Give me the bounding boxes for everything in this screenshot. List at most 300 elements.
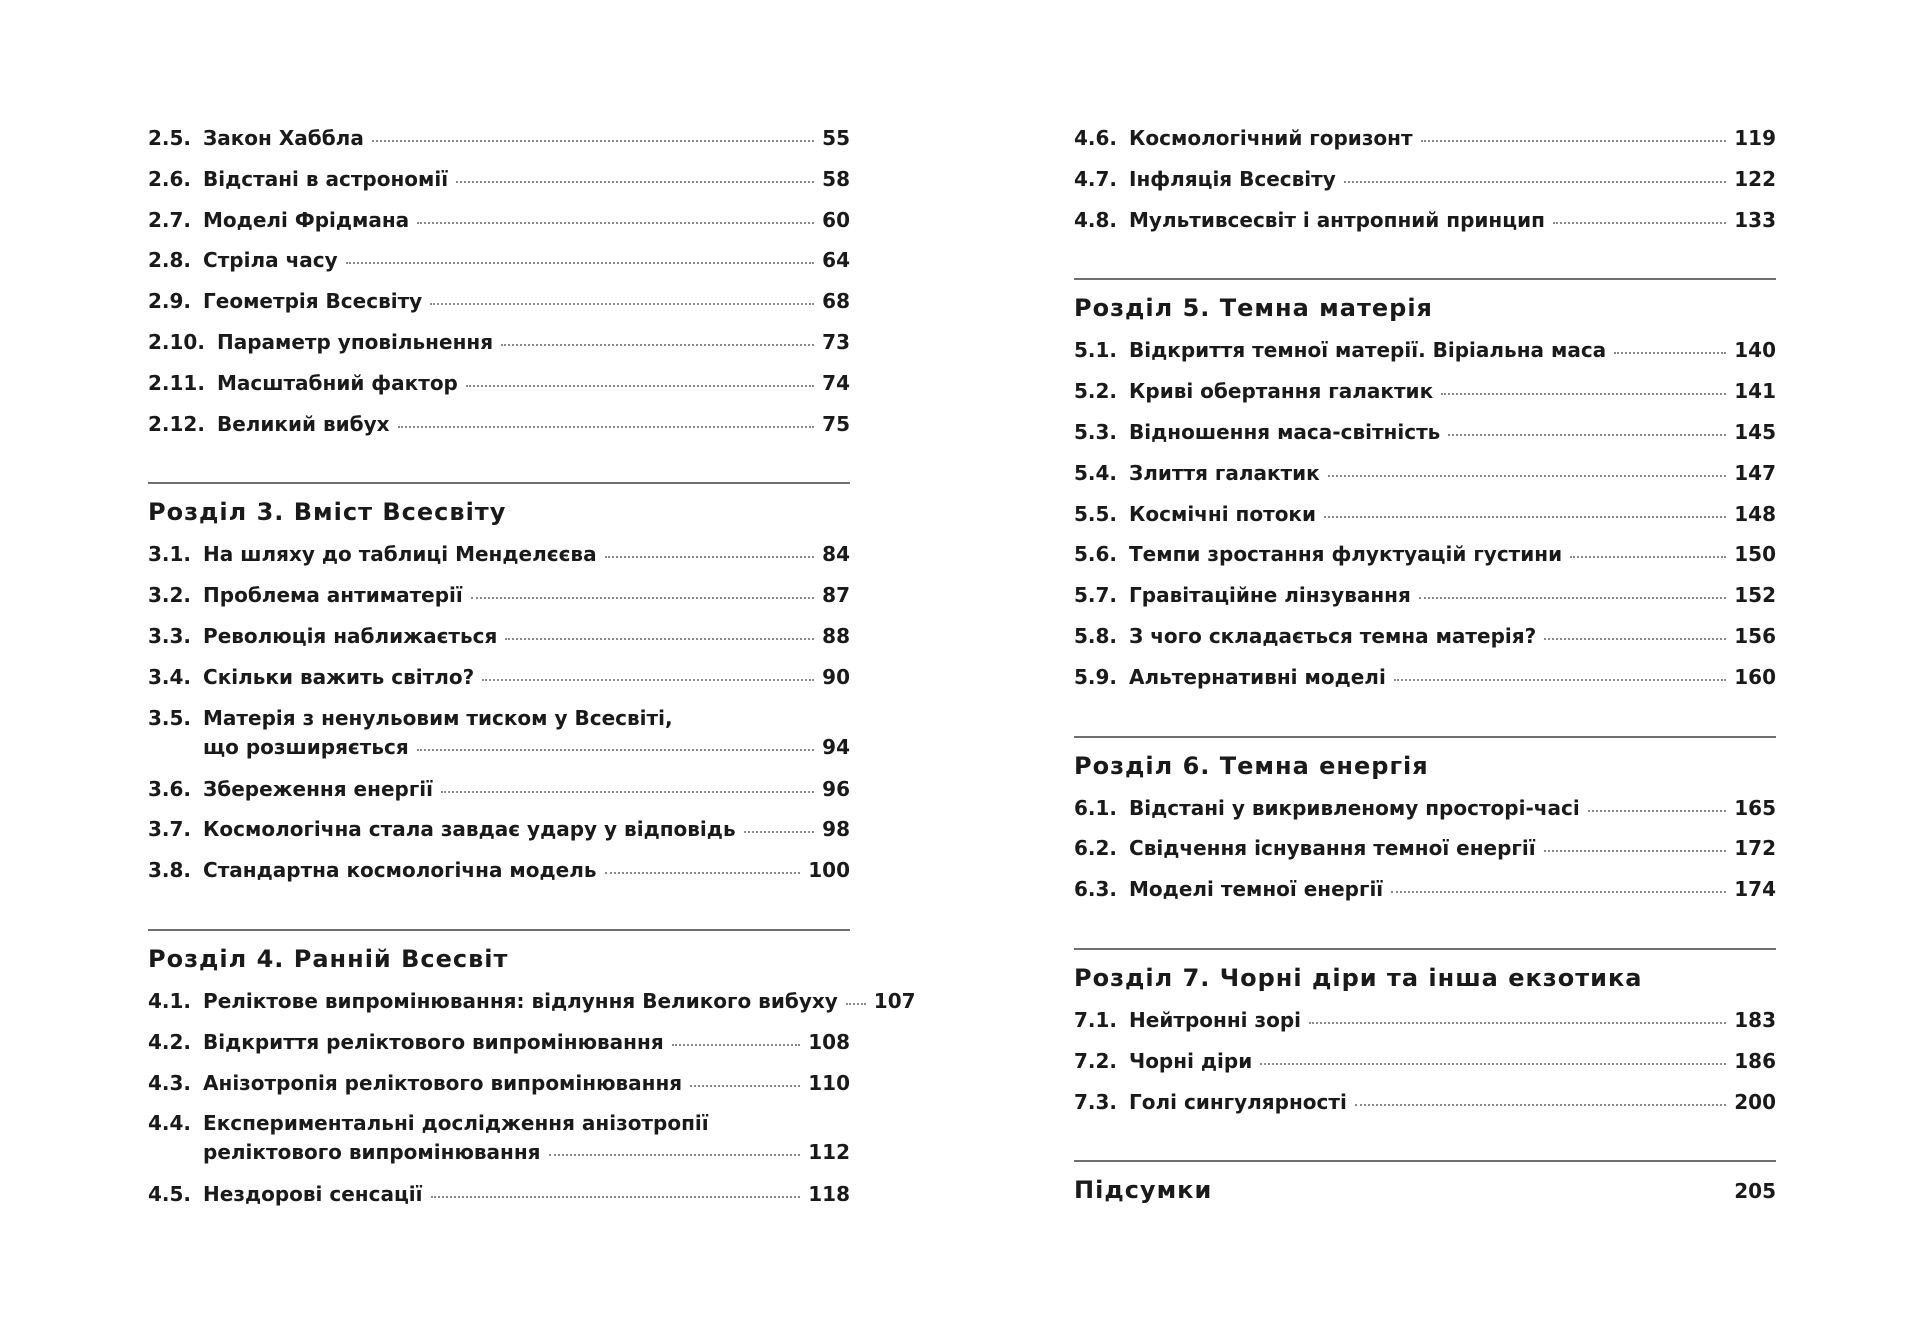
- toc-entry-body: [203, 542, 850, 567]
- dot-leader: [501, 343, 814, 346]
- chapter-heading: [148, 931, 850, 983]
- toc-entry-line: [203, 858, 850, 883]
- toc-entry-title: Матерія з ненульовим тиском у Всесвіті,: [203, 705, 673, 730]
- toc-chapter-4: [148, 929, 916, 1217]
- toc-entry-line: [203, 623, 850, 648]
- toc-entry-number: 2.6.: [148, 166, 192, 191]
- toc-entry-line: [203, 128, 850, 148]
- toc-entry-number: 3.3.: [148, 623, 192, 648]
- toc-section-chapter4: [148, 983, 916, 1217]
- toc-entry: [148, 618, 850, 659]
- toc-entry-body: [1129, 1007, 1776, 1032]
- toc-entry-title: Космологічна стала завдає удару у відповідь: [203, 817, 736, 842]
- toc-entry-line: [1129, 501, 1776, 526]
- toc-entry-line: [203, 988, 916, 1013]
- toc-entry-title: Нездорові сенсації: [203, 1182, 423, 1207]
- toc-entry-body: [216, 411, 850, 436]
- dot-leader: [431, 1195, 801, 1198]
- toc-entry-number: 4.7.: [1074, 166, 1118, 191]
- dot-leader: [1614, 351, 1726, 354]
- dot-leader: [471, 596, 814, 599]
- chapter-title: Розділ 4. Ранній Всесвіт: [148, 944, 509, 973]
- toc-entry-line: [1129, 877, 1776, 902]
- toc-entry-body: [1129, 1089, 1776, 1114]
- toc-entry-page-number: 145: [1734, 419, 1776, 444]
- toc-entry-title: На шляху до таблиці Менделєєва: [203, 542, 597, 567]
- toc-entry-number: 2.8.: [148, 248, 192, 273]
- toc-entry-page-number: 90: [822, 664, 850, 689]
- toc-section-chapter7: [1074, 1002, 1776, 1124]
- toc-entry-page-number: 73: [822, 329, 850, 354]
- toc-section-chapter5: [1074, 332, 1776, 699]
- toc-entry-title: Відстані в астрономії: [203, 166, 449, 191]
- toc-entry-body: [1129, 877, 1776, 902]
- chapter-heading: [1074, 280, 1776, 332]
- toc-entry-body: [1129, 419, 1776, 444]
- toc-entry-number: 2.10.: [148, 329, 205, 354]
- toc-entry: [1074, 496, 1776, 537]
- toc-entry-body: [1129, 583, 1776, 608]
- toc-entry-line: [1129, 460, 1776, 485]
- toc-entry-title: Відкриття реліктового випромінювання: [203, 1029, 664, 1054]
- toc-entry-page-number: 75: [822, 411, 850, 436]
- toc-entry-number: 7.1.: [1074, 1007, 1118, 1032]
- toc-entry: [1074, 202, 1776, 243]
- toc-entry-number: 3.8.: [148, 858, 192, 883]
- toc-entry-line: [1129, 542, 1776, 567]
- toc-entry-line: [203, 289, 850, 314]
- dot-leader: [605, 871, 801, 874]
- toc-entry-page-number: 108: [808, 1029, 850, 1054]
- toc-entry-title: Великий вибух: [216, 411, 390, 436]
- toc-entry-page-number: 119: [1734, 126, 1776, 150]
- toc-entry-line: [1129, 1007, 1776, 1032]
- toc-entry-line: [1129, 207, 1776, 232]
- toc-entry: [1074, 830, 1776, 871]
- dot-leader: [672, 1043, 801, 1046]
- toc-entry-line: [216, 329, 850, 354]
- toc-entry-number: 2.11.: [148, 370, 205, 395]
- chapter-title: Розділ 3. Вміст Всесвіту: [148, 498, 507, 527]
- toc-entry-body: [1129, 207, 1776, 232]
- dot-leader: [1309, 1021, 1726, 1024]
- toc-entry-line: [1129, 1089, 1776, 1114]
- toc-entry-title: Інфляція Всесвіту: [1129, 166, 1336, 191]
- toc-entry: [1074, 373, 1776, 414]
- toc-entry-line: [203, 817, 850, 842]
- toc-entry: [1074, 332, 1776, 373]
- toc-entry-number: 4.6.: [1074, 126, 1118, 150]
- toc-entry: [148, 406, 850, 447]
- toc-entry-title: Реліктове випромінювання: відлуння Великого вибуху: [203, 988, 838, 1013]
- toc-entry-page-number: 186: [1734, 1048, 1776, 1073]
- toc-entry-line: [1129, 836, 1776, 861]
- toc-entry-page-number: 156: [1734, 623, 1776, 648]
- toc-entry-title: Криві обертання галактик: [1129, 379, 1434, 404]
- toc-entry-line: [1129, 1048, 1776, 1073]
- chapter-heading: [1074, 738, 1776, 790]
- toc-entry-page-number: 107: [873, 988, 916, 1013]
- toc-entry: [148, 700, 850, 771]
- toc-entry: [148, 283, 850, 324]
- toc-entry-title: реліктового випромінювання: [203, 1140, 541, 1165]
- toc-entry: [148, 242, 850, 283]
- chapter-title: Розділ 5. Темна матерія: [1074, 294, 1433, 323]
- toc-entry: [148, 161, 850, 202]
- toc-entry-title: Геометрія Всесвіту: [203, 289, 423, 314]
- toc-entry: [1074, 414, 1776, 455]
- toc-entry-number: 2.7.: [148, 207, 192, 232]
- toc-entry-page-number: 148: [1734, 501, 1776, 526]
- toc-chapter-5: [1074, 278, 1776, 699]
- toc-entry-line: [1129, 664, 1776, 689]
- toc-entry-number: 3.4.: [148, 664, 192, 689]
- toc-entry-body: [216, 329, 850, 354]
- toc-entry-body: [1129, 379, 1776, 404]
- dot-leader: [1553, 221, 1726, 224]
- toc-entry-title: Свідчення існування темної енергії: [1129, 836, 1536, 861]
- toc-left-page: [148, 120, 916, 1217]
- toc-entry: [148, 120, 850, 161]
- toc-entry-title: Злиття галактик: [1129, 460, 1320, 485]
- toc-entry-title: З чого складається темна матерія?: [1129, 623, 1537, 648]
- toc-entry-line: [203, 1070, 850, 1095]
- toc-entry-body: [203, 1029, 850, 1054]
- dot-leader: [417, 221, 814, 224]
- toc-entry: [1074, 618, 1776, 659]
- toc-entry-number: 4.3.: [148, 1070, 192, 1095]
- dot-leader: [482, 678, 814, 681]
- dot-leader: [456, 180, 814, 183]
- toc-entry-number: 5.2.: [1074, 379, 1118, 404]
- toc-entry: [148, 202, 850, 243]
- toc-entry-number: 3.7.: [148, 817, 192, 842]
- toc-entry: [148, 1176, 850, 1217]
- toc-entry: [148, 852, 850, 893]
- dot-leader: [549, 1153, 801, 1156]
- toc-section-chapter3: [148, 536, 850, 893]
- summary-title: Підсумки: [1074, 1176, 1213, 1205]
- toc-chapter-3: [148, 482, 850, 893]
- toc-entry-number: 4.1.: [148, 988, 192, 1013]
- toc-entry-number: 5.1.: [1074, 338, 1118, 363]
- toc-entry-body: [216, 370, 850, 395]
- toc-entry: [148, 983, 916, 1024]
- toc-entry-title: Масштабний фактор: [216, 370, 458, 395]
- toc-right-page: [1074, 120, 1776, 1214]
- toc-entry-body: [203, 207, 850, 232]
- dot-leader: [505, 637, 814, 640]
- toc-entry-number: 5.5.: [1074, 501, 1118, 526]
- dot-leader: [744, 830, 815, 833]
- toc-entry-body: [1129, 460, 1776, 485]
- toc-entry-body: [203, 858, 850, 883]
- toc-entry-title: Стандартна космологічна модель: [203, 858, 597, 883]
- toc-entry-page-number: 165: [1734, 795, 1776, 820]
- dot-leader: [1448, 433, 1726, 436]
- toc-entry-body: [1129, 542, 1776, 567]
- toc-entry-title: Темпи зростання флуктуацій густини: [1129, 542, 1563, 567]
- toc-entry: [148, 1065, 850, 1106]
- dot-leader: [1570, 555, 1726, 558]
- toc-entry-number: 5.9.: [1074, 664, 1118, 689]
- toc-entry-line: [1129, 128, 1776, 148]
- toc-entry: [148, 365, 850, 406]
- toc-entry-page-number: 94: [822, 734, 850, 759]
- toc-entry: [1074, 161, 1776, 202]
- toc-entry-body: [1129, 623, 1776, 648]
- toc-entry-page-number: 183: [1734, 1007, 1776, 1032]
- toc-entry-title: Чорні діри: [1129, 1048, 1253, 1073]
- toc-entry-page-number: 133: [1734, 207, 1776, 232]
- toc-entry-title: Космічні потоки: [1129, 501, 1317, 526]
- toc-entry: [1074, 1043, 1776, 1084]
- dot-leader: [417, 748, 814, 751]
- toc-entry-title: Космологічний горизонт: [1129, 126, 1413, 150]
- dot-leader: [1344, 180, 1726, 183]
- toc-entry-line: [203, 166, 850, 191]
- dot-leader: [605, 555, 815, 558]
- toc-section-chapter4-continued: [1074, 120, 1776, 242]
- toc-section-chapter6: [1074, 790, 1776, 912]
- toc-entry-body: [203, 705, 850, 759]
- toc-entry-page-number: 55: [822, 126, 850, 150]
- toc-entry-line: [203, 248, 850, 273]
- dot-leader: [372, 139, 814, 142]
- toc-entry-body: [1129, 836, 1776, 861]
- toc-entry-line: [1129, 338, 1776, 363]
- toc-entry-body: [1129, 338, 1776, 363]
- toc-entry-page-number: 74: [822, 370, 850, 395]
- toc-entry-number: 4.2.: [148, 1029, 192, 1054]
- dot-leader: [430, 302, 814, 305]
- toc-entry: [1074, 1084, 1776, 1125]
- toc-entry-page-number: 64: [822, 248, 850, 273]
- toc-entry-page-number: 174: [1734, 877, 1776, 902]
- toc-entry-number: 3.1.: [148, 542, 192, 567]
- toc-entry: [1074, 871, 1776, 912]
- toc-entry-page-number: 140: [1734, 338, 1776, 363]
- toc-entry-page-number: 147: [1734, 460, 1776, 485]
- toc-entry-page-number: 118: [808, 1182, 850, 1207]
- toc-entry-page-number: 98: [822, 817, 850, 842]
- toc-entry-number: 3.6.: [148, 776, 192, 801]
- toc-entry: [148, 811, 850, 852]
- toc-entry-title: Моделі темної енергії: [1129, 877, 1384, 902]
- toc-entry-line: [203, 734, 850, 759]
- toc-chapter-6: [1074, 736, 1776, 912]
- toc-entry-page-number: 110: [808, 1070, 850, 1095]
- toc-entry-body: [203, 817, 850, 842]
- toc-entry-page-number: 152: [1734, 583, 1776, 608]
- toc-entry-line: [203, 1029, 850, 1054]
- toc-entry-number: 5.4.: [1074, 460, 1118, 485]
- toc-entry-line: [203, 207, 850, 232]
- toc-entry-body: [203, 1182, 850, 1207]
- toc-entry-title: Голі сингулярності: [1129, 1089, 1347, 1114]
- chapter-heading: [148, 484, 850, 536]
- dot-leader: [1260, 1062, 1726, 1065]
- toc-entry-title: Альтернативні моделі: [1129, 664, 1386, 689]
- chapter-heading: [1074, 950, 1776, 1002]
- toc-entry-body: [1129, 501, 1776, 526]
- toc-entry-line: [203, 776, 850, 801]
- dot-leader: [441, 790, 814, 793]
- toc-entry-number: 3.5.: [148, 705, 192, 730]
- toc-entry-line: [1129, 623, 1776, 648]
- toc-entry-title: Мультивсесвіт і антропний принцип: [1129, 207, 1545, 232]
- dot-leader: [1421, 139, 1727, 142]
- toc-entry-body: [203, 128, 850, 148]
- chapter-title: Розділ 7. Чорні діри та інша екзотика: [1074, 963, 1643, 992]
- toc-entry-number: 4.4.: [148, 1111, 192, 1136]
- toc-entry-body: [203, 988, 916, 1013]
- toc-entry-body: [1129, 128, 1776, 148]
- toc-entry-body: [203, 1111, 850, 1165]
- dot-leader: [1391, 890, 1726, 893]
- toc-entry-title: Анізотропія реліктового випромінювання: [203, 1070, 683, 1095]
- dot-leader: [846, 1002, 866, 1005]
- toc-entry-title: Відстані у викривленому просторі-часі: [1129, 795, 1580, 820]
- toc-entry-body: [1129, 664, 1776, 689]
- toc-entry-page-number: 160: [1734, 664, 1776, 689]
- toc-entry-line: [216, 370, 850, 395]
- toc-entry-number: 5.7.: [1074, 583, 1118, 608]
- toc-entry-body: [1129, 1048, 1776, 1073]
- toc-chapter-7: [1074, 948, 1776, 1124]
- toc-entry-page-number: 141: [1734, 379, 1776, 404]
- dot-leader: [1588, 809, 1727, 812]
- toc-entry-title: Моделі Фрідмана: [203, 207, 410, 232]
- toc-entry: [148, 771, 850, 812]
- toc-entry-number: 6.2.: [1074, 836, 1118, 861]
- toc-entry-body: [203, 1070, 850, 1095]
- toc-entry-title: Нейтронні зорі: [1129, 1007, 1301, 1032]
- dot-leader: [398, 425, 815, 428]
- toc-entry-line: [216, 411, 850, 436]
- toc-entry: [1074, 536, 1776, 577]
- toc-entry-number: 3.2.: [148, 583, 192, 608]
- toc-entry-line: [1129, 166, 1776, 191]
- toc-entry: [1074, 120, 1776, 161]
- toc-entry: [1074, 659, 1776, 700]
- toc-entry: [1074, 455, 1776, 496]
- dot-leader: [1328, 474, 1727, 477]
- dot-leader: [1419, 596, 1726, 599]
- toc-entry-line: [1129, 795, 1776, 820]
- dot-leader: [1355, 1103, 1726, 1106]
- toc-entry-body: [203, 664, 850, 689]
- toc-entry-line: [203, 542, 850, 567]
- toc-entry-title: Експериментальні дослідження анізотропії: [203, 1111, 709, 1136]
- toc-entry-line: [1129, 419, 1776, 444]
- toc-entry: [148, 536, 850, 577]
- toc-entry-number: 4.8.: [1074, 207, 1118, 232]
- toc-entry-line: [203, 1182, 850, 1207]
- toc-entry-page-number: 172: [1734, 836, 1776, 861]
- toc-entry-body: [1129, 795, 1776, 820]
- dot-leader: [1544, 849, 1727, 852]
- toc-entry-number: 7.2.: [1074, 1048, 1118, 1073]
- toc-entry-body: [203, 583, 850, 608]
- toc-entry: [148, 1024, 850, 1065]
- dot-leader: [690, 1084, 800, 1087]
- toc-entry: [1074, 790, 1776, 831]
- toc-entry-title: Відношення маса-світність: [1129, 419, 1441, 444]
- chapter-title: Розділ 6. Темна енергія: [1074, 751, 1429, 780]
- toc-entry-line: [203, 1140, 850, 1165]
- toc-entry-body: [1129, 166, 1776, 191]
- toc-entry-title: Стріла часу: [203, 248, 338, 273]
- summary-heading: [1074, 1162, 1776, 1214]
- toc-entry-page-number: 58: [822, 166, 850, 191]
- toc-entry-title: Закон Хаббла: [203, 126, 364, 150]
- toc-entry-number: 4.5.: [148, 1182, 192, 1207]
- toc-entry: [148, 577, 850, 618]
- toc-entry-body: [203, 776, 850, 801]
- toc-entry-title: Збереження енергії: [203, 776, 433, 801]
- toc-entry-number: 6.1.: [1074, 795, 1118, 820]
- toc-entry-page-number: 60: [822, 207, 850, 232]
- toc-entry-page-number: 96: [822, 776, 850, 801]
- toc-entry-page-number: 88: [822, 623, 850, 648]
- toc-entry-number: 6.3.: [1074, 877, 1118, 902]
- toc-entry-number: 5.3.: [1074, 419, 1118, 444]
- dot-leader: [346, 261, 814, 264]
- toc-entry-title: що розширяється: [203, 734, 409, 759]
- toc-entry-page-number: 112: [808, 1140, 850, 1165]
- toc-entry: [1074, 1002, 1776, 1043]
- toc-entry-body: [203, 289, 850, 314]
- toc-entry-page-number: 150: [1734, 542, 1776, 567]
- toc-entry-body: [203, 623, 850, 648]
- toc-entry-line: [1129, 583, 1776, 608]
- dot-leader: [466, 384, 814, 387]
- toc-entry-page-number: 200: [1734, 1089, 1776, 1114]
- toc-entry: [148, 1105, 850, 1176]
- dot-leader: [1544, 637, 1726, 640]
- toc-entry: [1074, 577, 1776, 618]
- toc-entry-page-number: 122: [1734, 166, 1776, 191]
- toc-summary: [1074, 1160, 1776, 1214]
- toc-section-chapter2-continued: [148, 120, 850, 446]
- toc-entry-title: Відкриття темної матерії. Віріальна маса: [1129, 338, 1607, 363]
- toc-entry-title: Проблема антиматерії: [203, 583, 463, 608]
- toc-entry-page-number: 68: [822, 289, 850, 314]
- toc-entry: [148, 324, 850, 365]
- toc-entry-title: Скільки важить світло?: [203, 664, 475, 689]
- toc-entry-page-number: 87: [822, 583, 850, 608]
- toc-entry-number: 2.12.: [148, 411, 205, 436]
- toc-entry-number: 7.3.: [1074, 1089, 1118, 1114]
- toc-entry-title: Параметр уповільнення: [216, 329, 494, 354]
- toc-entry: [148, 659, 850, 700]
- toc-entry-body: [203, 248, 850, 273]
- toc-entry-line: [203, 664, 850, 689]
- toc-entry-page-number: 100: [808, 858, 850, 883]
- dot-leader: [1394, 678, 1726, 681]
- toc-entry-number: 2.5.: [148, 126, 192, 150]
- summary-page-number: 205: [1734, 1179, 1776, 1204]
- toc-entry-line: [203, 705, 850, 730]
- toc-entry-page-number: 84: [822, 542, 850, 567]
- dot-leader: [1441, 392, 1726, 395]
- toc-entry-number: 5.8.: [1074, 623, 1118, 648]
- toc-entry-title: Революція наближається: [203, 623, 498, 648]
- toc-entry-title: Гравітаційне лінзування: [1129, 583, 1411, 608]
- toc-entry-line: [203, 1111, 850, 1136]
- toc-entry-body: [203, 166, 850, 191]
